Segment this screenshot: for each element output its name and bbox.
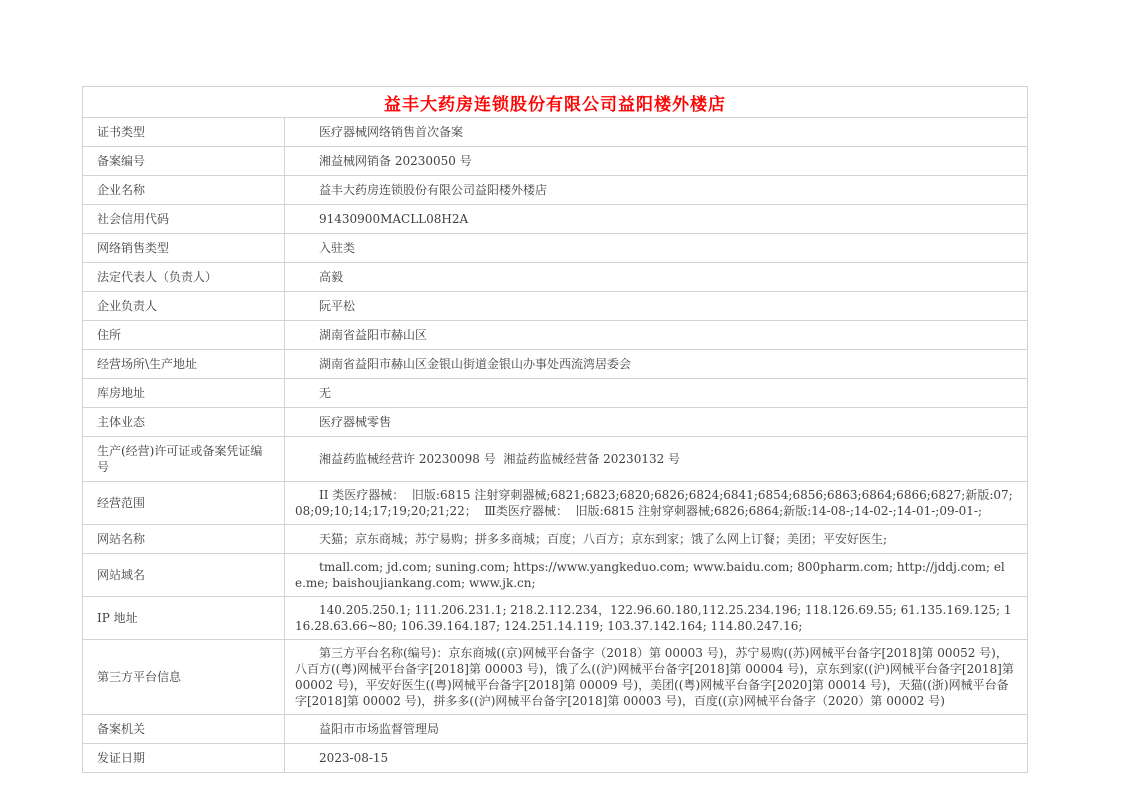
field-value: 湘益药监械经营许 20230098 号 湘益药监械经营备 20230132 号	[319, 452, 681, 466]
table-row-license-number	[83, 437, 1027, 482]
table-row-ip-address	[83, 597, 1027, 640]
table-row-certificate-type	[83, 118, 1027, 147]
field-label: 法定代表人（负责人）	[83, 263, 285, 291]
table-row-issue-date	[83, 744, 1027, 772]
table-row-credit-code	[83, 205, 1027, 234]
field-label: 发证日期	[83, 744, 285, 772]
table-row-sales-type	[83, 234, 1027, 263]
field-label: 经营场所\生产地址	[83, 350, 285, 378]
field-value: II 类医疗器械： 旧版:6815 注射穿刺器械;6821;6823;6820;6826;6824;6841;6854;6856;6863;6864;6866;6827;新版:07;08;09;10;14;17;19;20;21;22； Ⅲ类医疗器械： 旧版:6815 注射穿刺器械;6826;6864;新版:14-08-;14-02-;14-01-;09-01-;	[295, 488, 1013, 518]
field-label: 网站名称	[83, 525, 285, 553]
field-label: 第三方平台信息	[83, 640, 285, 714]
field-value: 140.205.250.1; 111.206.231.1; 218.2.112.234，122.96.60.180,112.25.234.196; 118.126.69.55; 61.135.169.125; 116.28.63.66~80; 106.39.164.187; 124.251.14.119; 103.37.142.164; 114.80.247.16;	[295, 603, 1012, 633]
field-value: 湖南省益阳市赫山区	[319, 328, 428, 342]
field-value: 阮平松	[319, 299, 356, 313]
table-row-business-address	[83, 350, 1027, 379]
field-value: 第三方平台名称(编号)：京东商城((京)网械平台备字（2018）第 00003 号)，苏宁易购((苏)网械平台备字[2018]第 00052 号)，八百方((粤)网械平台备字[2018]第 00003 号)，饿了么((沪)网械平台备字[2018]第 00004 号)，京东到家((沪)网械平台备字[2018]第 00002 号)，平安好医生((粤)网械平台备字[2018]第 00009 号)，美团((粤)网械平台备字[2020]第 00014 号)，天猫((浙)网械平台备字[2018]第 00002 号)，拼多多((沪)网械平台备字[2018]第 00003 号)，百度((京)网械平台备字（2020）第 00002 号)	[295, 646, 1018, 708]
field-label: 企业名称	[83, 176, 285, 204]
field-value: 91430900MACLL08H2A	[319, 212, 469, 226]
field-value: 湘益械网销备 20230050 号	[319, 154, 472, 168]
field-value: 益丰大药房连锁股份有限公司益阳楼外楼店	[319, 183, 548, 197]
field-value: tmall.com; jd.com; suning.com; https://www.yangkeduo.com; www.baidu.com; 800pharm.com; http://jddj.com; ele.me; baishoujiankang.com; www.jk.cn;	[295, 560, 1005, 590]
table-row-third-party-platform-info	[83, 640, 1027, 715]
field-label: 网站域名	[83, 554, 285, 596]
field-value: 入驻类	[319, 241, 356, 255]
field-label: 社会信用代码	[83, 205, 285, 233]
table-row-company-principal	[83, 292, 1027, 321]
field-label: 备案机关	[83, 715, 285, 743]
field-label: 企业负责人	[83, 292, 285, 320]
table-row-business-scope	[83, 482, 1027, 525]
table-row-website-domains	[83, 554, 1027, 597]
filing-certificate-table	[82, 86, 1028, 773]
field-label: 备案编号	[83, 147, 285, 175]
field-value: 湖南省益阳市赫山区金银山街道金银山办事处西流湾居委会	[319, 357, 632, 371]
table-row-residence	[83, 321, 1027, 350]
table-row-filing-number	[83, 147, 1027, 176]
certificate-title: 益丰大药房连锁股份有限公司益阳楼外楼店	[83, 87, 1027, 118]
field-label: 证书类型	[83, 118, 285, 146]
field-label: 网络销售类型	[83, 234, 285, 262]
field-label: 生产(经营)许可证或备案凭证编号	[83, 437, 285, 481]
table-row-business-form	[83, 408, 1027, 437]
field-label: IP 地址	[83, 597, 285, 639]
field-value: 天猫；京东商城；苏宁易购；拼多多商城；百度；八百方；京东到家；饿了么网上订餐；美团；平安好医生;	[319, 532, 888, 546]
table-row-website-names	[83, 525, 1027, 554]
table-row-legal-representative	[83, 263, 1027, 292]
field-value: 2023-08-15	[319, 751, 389, 765]
field-label: 住所	[83, 321, 285, 349]
field-value: 益阳市市场监督管理局	[319, 722, 440, 736]
field-value: 无	[319, 386, 332, 400]
field-label: 经营范围	[83, 482, 285, 524]
table-row-warehouse-address	[83, 379, 1027, 408]
field-label: 主体业态	[83, 408, 285, 436]
table-row-filing-authority	[83, 715, 1027, 744]
field-value: 医疗器械零售	[319, 415, 392, 429]
field-label: 库房地址	[83, 379, 285, 407]
field-value: 医疗器械网络销售首次备案	[319, 125, 464, 139]
field-value: 高毅	[319, 270, 344, 284]
table-row-company-name	[83, 176, 1027, 205]
